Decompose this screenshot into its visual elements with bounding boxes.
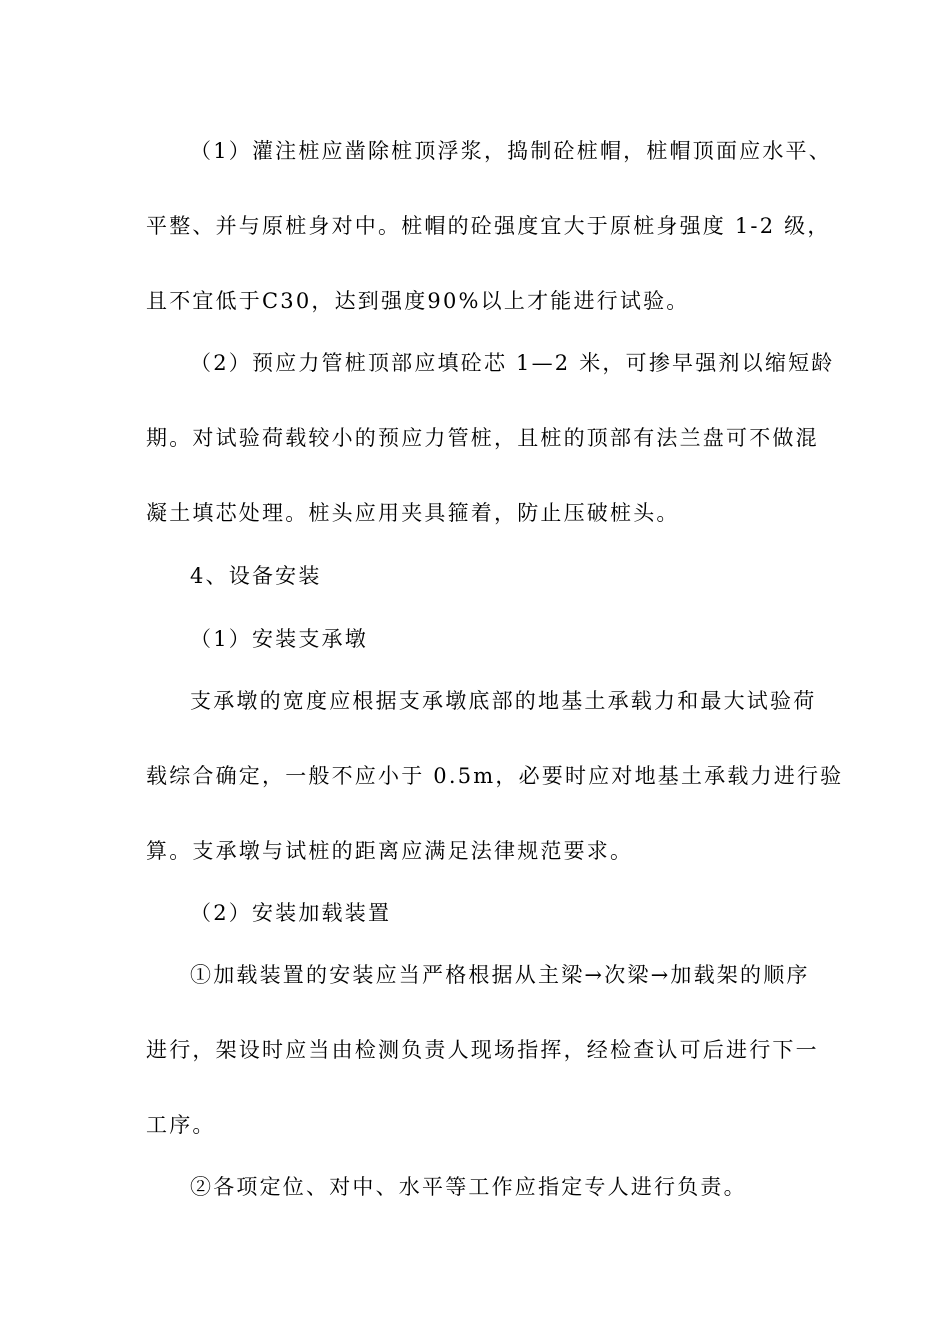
- paragraph-5-line-1: ②各项定位、对中、水平等工作应指定专人进行负责。: [190, 1175, 747, 1199]
- paragraph-1-line-3: 且不宜低于C30，达到强度90%以上才能进行试验。: [146, 289, 690, 313]
- subheading-loading-device: （2）安装加载装置: [190, 901, 392, 925]
- paragraph-2-line-3: 凝土填芯处理。桩头应用夹具箍着，防止压破桩头。: [146, 501, 680, 525]
- paragraph-2-line-2: 期。对试验荷载较小的预应力管桩，且桩的顶部有法兰盘可不做混: [146, 426, 819, 450]
- paragraph-4-line-2: 进行，架设时应当由检测负责人现场指挥，经检查认可后进行下一: [146, 1038, 819, 1062]
- paragraph-3-line-1: 支承墩的宽度应根据支承墩底部的地基土承载力和最大试验荷: [190, 689, 817, 713]
- subheading-support-pier: （1）安装支承墩: [190, 627, 368, 651]
- paragraph-1-line-1: （1）灌注桩应凿除桩顶浮浆，捣制砼桩帽，桩帽顶面应水平、: [190, 139, 832, 163]
- paragraph-4-line-3: 工序。: [146, 1113, 216, 1137]
- section-heading-equipment-install: 4、设备安装: [190, 564, 322, 588]
- paragraph-2-line-1: （2）预应力管桩顶部应填砼芯 1—2 米，可掺早强剂以缩短龄: [190, 351, 835, 375]
- paragraph-1-line-2: 平整、并与原桩身对中。桩帽的砼强度宜大于原桩身强度 1-2 级，: [146, 214, 831, 238]
- paragraph-3-line-2: 载综合确定，一般不应小于 0.5m，必要时应对地基土承载力进行验: [146, 764, 844, 788]
- paragraph-4-line-1: ①加载装置的安装应当严格根据从主梁→次梁→加载架的顺序: [190, 963, 810, 987]
- paragraph-3-line-3: 算。支承墩与试桩的距离应满足法律规范要求。: [146, 839, 634, 863]
